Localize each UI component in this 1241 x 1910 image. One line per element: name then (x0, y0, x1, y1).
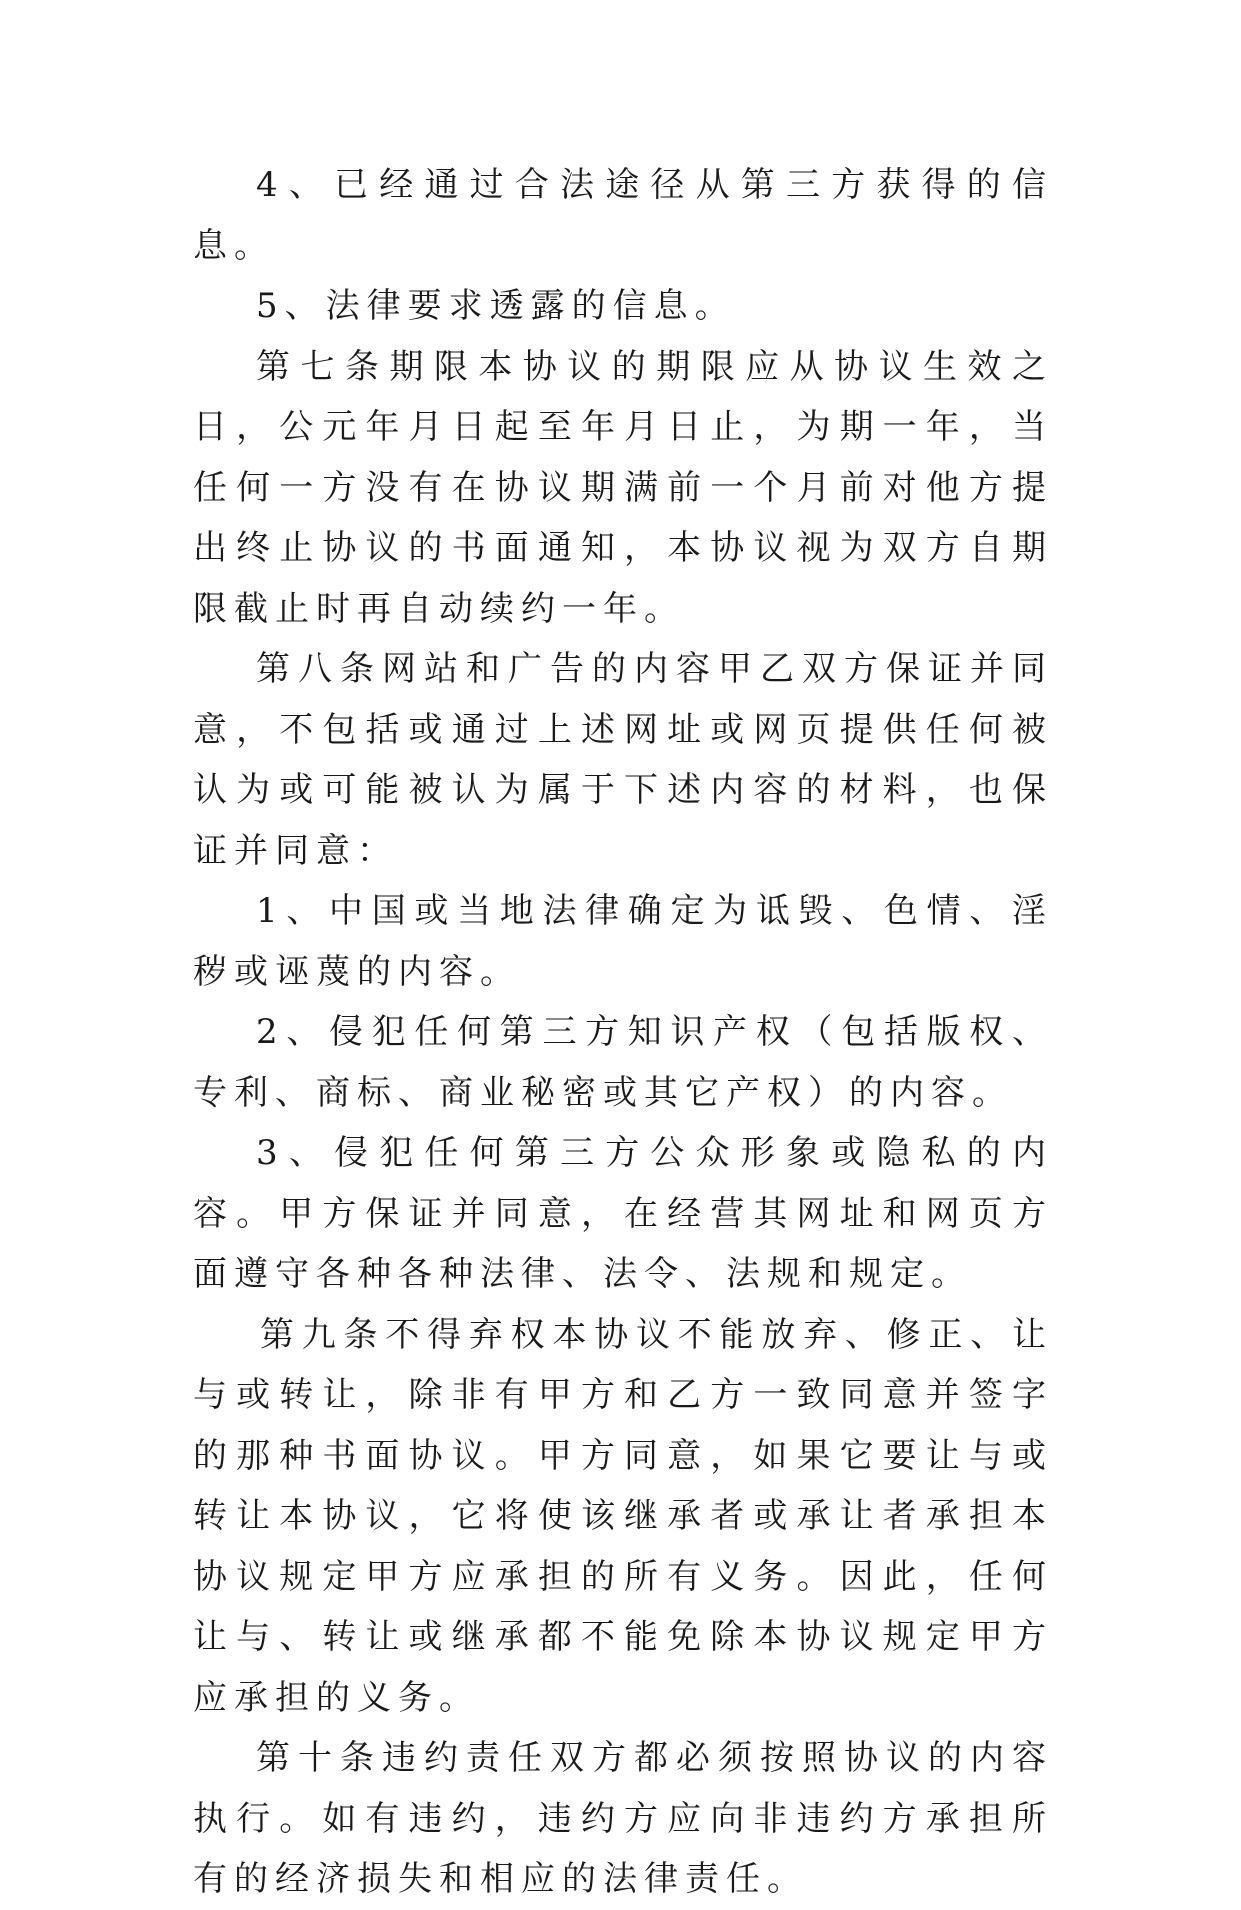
paragraph-item-2: 2、侵犯任何第三方知识产权（包括版权、专利、商标、商业秘密或其它产权）的内容。 (193, 1012, 1053, 1113)
document-body (193, 155, 1053, 1910)
paragraph-item-1: 1、中国或当地法律确定为诋毁、色情、淫秽或诬蔑的内容。 (193, 891, 1053, 992)
paragraph-article-7: 第七条期限本协议的期限应从协议生效之日，公元年月日起至年月日止，为期一年，当任何一方没有在协议期满前一个月前对他方提出终止协议的书面通知，本协议视为双方自期限截止时再自动续约一年。 (193, 346, 1053, 629)
paragraph-article-10: 第十条违约责任双方都必须按照协议的内容执行。如有违约，违约方应向非违约方承担所有的经济损失和相应的法律责任。 (193, 1738, 1053, 1899)
paragraph-article-8: 第八条网站和广告的内容甲乙双方保证并同意，不包括或通过上述网址或网页提供任何被认为或可能被认为属于下述内容的材料，也保证并同意： (193, 649, 1053, 871)
paragraph-item-4: 4、已经通过合法途径从第三方获得的信息。 (193, 165, 1053, 266)
paragraph-item-5: 5、法律要求透露的信息。 (256, 286, 736, 326)
paragraph-article-9: 第九条不得弃权本协议不能放弃、修正、让与或转让，除非有甲方和乙方一致同意并签字的那种书面协议。甲方同意，如果它要让与或转让本协议，它将使该继承者或承让者承担本协议规定甲方应承担的所有义务。因此，任何让与、转让或继承都不能免除本协议规定甲方应承担的义务。 (193, 1314, 1053, 1718)
paragraph-item-3: 3、侵犯任何第三方公众形象或隐私的内容。甲方保证并同意，在经营其网址和网页方面遵守各种各种法律、法令、法规和规定。 (193, 1133, 1053, 1294)
